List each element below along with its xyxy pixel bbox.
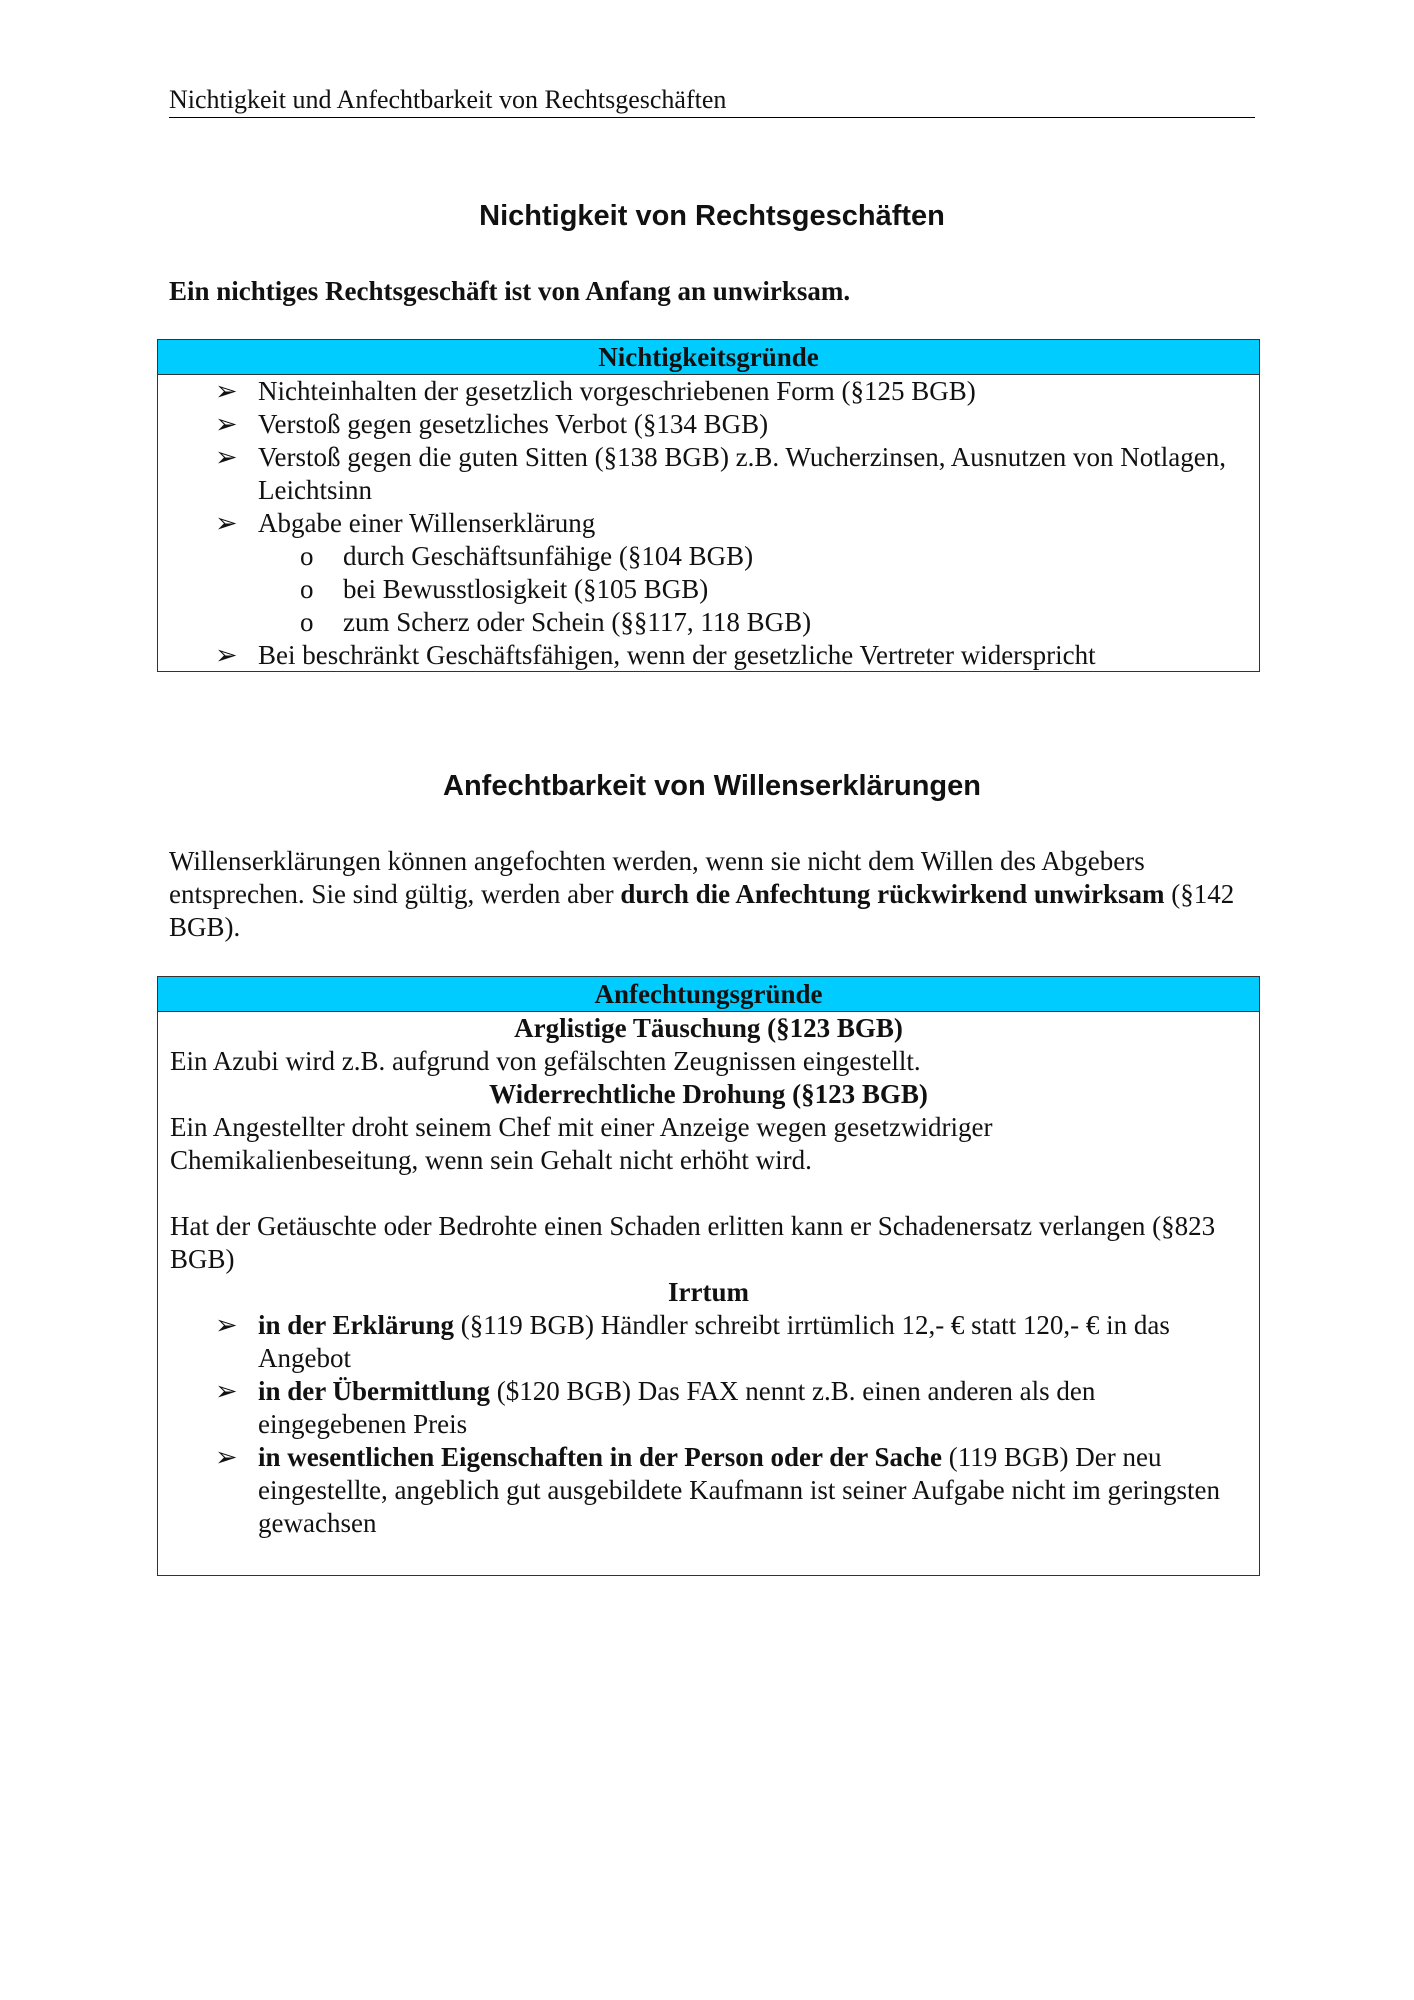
arrow-bullet-icon: ➢ — [215, 508, 238, 538]
anfechtungsgruende-box — [157, 976, 1260, 1576]
sub-list-item — [158, 573, 1259, 606]
nichtigkeitsgruende-list — [158, 375, 1259, 672]
sub-item-text: zum Scherz oder Schein (§§117, 118 BGB) — [343, 607, 812, 637]
list-item-text: Verstoß gegen die guten Sitten (§138 BGB) z.B. Wucherzinsen, Ausnutzen von Notlagen, Leichtsinn — [258, 442, 1226, 505]
irrtum-bold: in wesentlichen Eigenschaften in der Person oder der Sache — [258, 1442, 942, 1472]
sub-list-item — [158, 540, 1259, 573]
list-item — [158, 639, 1259, 672]
schadenersatz-text: Hat der Getäuschte oder Bedrohte einen Schaden erlitten kann er Schadenersatz verlangen (§823 BGB) — [170, 1211, 1216, 1274]
list-item-text: Abgabe einer Willenserklärung — [258, 508, 596, 538]
circle-bullet-icon: o — [300, 574, 314, 604]
arrow-bullet-icon: ➢ — [215, 376, 238, 406]
box-header: Anfechtungsgründe — [158, 977, 1259, 1012]
arrow-bullet-icon: ➢ — [215, 1376, 238, 1406]
taeuschung-text: Ein Azubi wird z.B. aufgrund von gefälschten Zeugnissen eingestellt. — [170, 1046, 921, 1076]
arrow-bullet-icon: ➢ — [215, 640, 238, 670]
list-item-text: Nichteinhalten der gesetzlich vorgeschriebenen Form (§125 BGB) — [258, 376, 976, 406]
sub-item-text: bei Bewusstlosigkeit (§105 BGB) — [343, 574, 709, 604]
arrow-bullet-icon: ➢ — [215, 1442, 238, 1472]
list-item — [158, 1441, 1259, 1540]
group-title-irrtum: Irrtum — [668, 1277, 749, 1307]
irrtum-text: ($120 BGB) Das FAX nennt z.B. einen anderen als den eingegebenen Preis — [258, 1376, 1096, 1439]
arrow-bullet-icon: ➢ — [215, 409, 238, 439]
drohung-text: Ein Angestellter droht seinem Chef mit einer Anzeige wegen gesetzwidriger Chemikalienbeseitung, wenn sein Gehalt nicht erhöht wird. — [170, 1112, 993, 1175]
arrow-bullet-icon: ➢ — [215, 1310, 238, 1340]
lead-text-bold: durch die Anfechtung rückwirkend unwirksam — [620, 879, 1165, 909]
group-title-drohung: Widerrechtliche Drohung (§123 BGB) — [489, 1079, 928, 1109]
nichtigkeitsgruende-box — [157, 339, 1260, 672]
list-item — [158, 507, 1259, 540]
list-item — [158, 441, 1259, 507]
section-title-nichtigkeit: Nichtigkeit von Rechtsgeschäften — [479, 200, 945, 232]
list-item — [158, 375, 1259, 408]
irrtum-text: (119 BGB) Der neu eingestellte, angeblich gut ausgebildete Kaufmann ist seiner Aufgabe nicht im geringsten gewachsen — [258, 1442, 1220, 1538]
list-item-text: Bei beschränkt Geschäftsfähigen, wenn der gesetzliche Vertreter widerspricht — [258, 640, 1096, 670]
anfechtbarkeit-lead — [169, 845, 1255, 944]
list-item-text: Verstoß gegen gesetzliches Verbot (§134 BGB) — [258, 409, 769, 439]
nichtigkeit-lead: Ein nichtiges Rechtsgeschäft ist von Anfang an unwirksam. — [169, 276, 851, 306]
arrow-bullet-icon: ➢ — [215, 442, 238, 472]
circle-bullet-icon: o — [300, 607, 314, 637]
group-title-taeuschung: Arglistige Täuschung (§123 BGB) — [514, 1013, 903, 1043]
irrtum-list — [158, 1309, 1259, 1540]
sub-list-item — [158, 606, 1259, 639]
irrtum-bold: in der Erklärung — [258, 1310, 455, 1340]
irrtum-text: (§119 BGB) Händler schreibt irrtümlich 12,- € statt 120,- € in das Angebot — [258, 1310, 1170, 1373]
list-item — [158, 408, 1259, 441]
box-header: Nichtigkeitsgründe — [158, 340, 1259, 375]
spacer — [158, 1177, 1259, 1210]
page-header: Nichtigkeit und Anfechtbarkeit von Rechtsgeschäften — [169, 84, 1255, 118]
lead-text-2: (§142 BGB). — [169, 879, 1235, 942]
list-item — [158, 1309, 1259, 1375]
section-title-anfechtbarkeit: Anfechtbarkeit von Willenserklärungen — [443, 770, 981, 802]
list-item — [158, 1375, 1259, 1441]
sub-item-text: durch Geschäftsunfähige (§104 BGB) — [343, 541, 754, 571]
circle-bullet-icon: o — [300, 541, 314, 571]
lead-text-1: Willenserklärungen können angefochten werden, wenn sie nicht dem Willen des Abgebers entsprechen. Sie sind gültig, werden aber — [169, 846, 1145, 909]
irrtum-bold: in der Übermittlung — [258, 1376, 491, 1406]
